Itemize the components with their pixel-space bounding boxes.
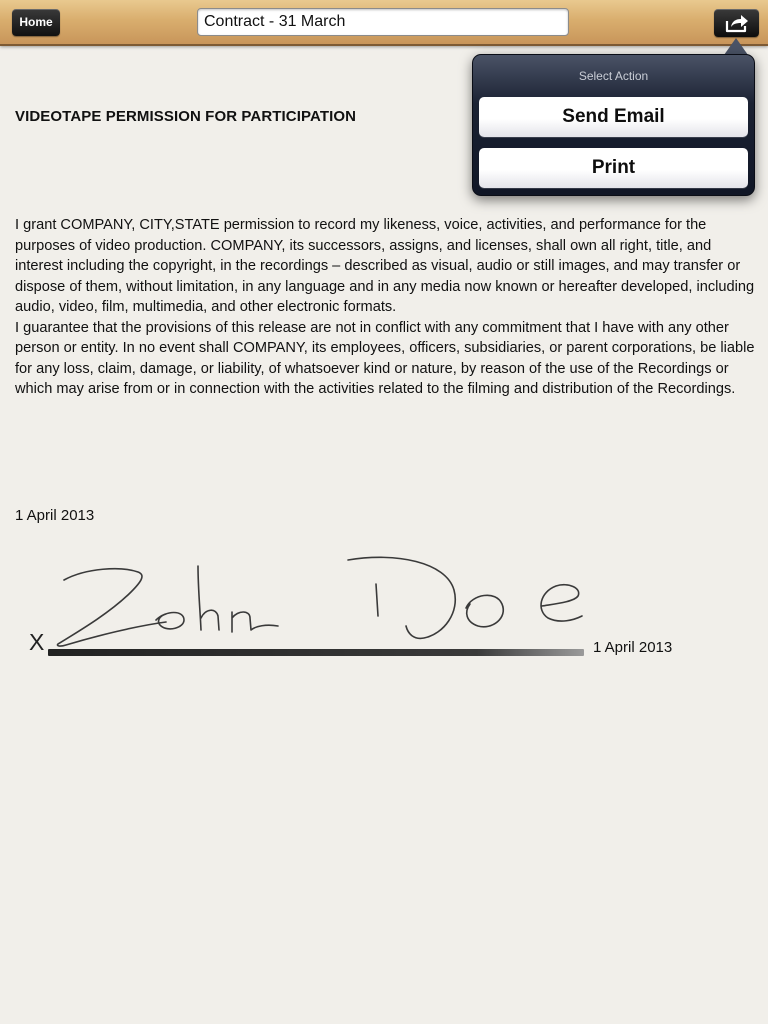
- signature-area[interactable]: [26, 548, 596, 668]
- document-body: [15, 215, 755, 400]
- signature-date: 1 April 2013: [593, 639, 673, 656]
- document-date: 1 April 2013: [15, 507, 95, 524]
- top-toolbar: [0, 0, 768, 46]
- home-button[interactable]: Home: [12, 9, 60, 36]
- document-title-input[interactable]: [197, 8, 569, 36]
- document-paragraph-2: I guarantee that the provisions of this release are not in conflict with any commitment that I have with any other person or entity. In no event shall COMPANY, its employees, officers, subsidiaries, or parent corporations, be liable for any loss, claim, damage, or liability, of whatsoever kind or nature, by reason of the use of the Recordings or which may arise from or in connection with the activities related to the filming and distribution of the Recordings.: [15, 319, 755, 397]
- share-icon: [725, 13, 749, 33]
- share-button[interactable]: [714, 9, 759, 37]
- document-paragraph-1: I grant COMPANY, CITY,STATE permission to record my likeness, voice, activities, and performance for the purposes of video production. COMPANY, its successors, assigns, and licenses, shall own all right, title, and interest including the copyright, in the recordings – described as visual, audio or still images, and may transfer or dispose of them, without limitation, in any language and in any media now known or hereafter developed, including audio, video, film, multimedia, and other electronic formats.: [15, 217, 755, 315]
- document-heading: VIDEOTAPE PERMISSION FOR PARTICIPATION: [15, 108, 357, 125]
- popover-title: Select Action: [578, 69, 649, 83]
- send-email-button[interactable]: Send Email: [479, 97, 748, 137]
- handwritten-signature: [26, 548, 596, 668]
- popover-arrow: [724, 38, 748, 55]
- print-button[interactable]: Print: [479, 148, 748, 188]
- signature-x-mark: X: [29, 629, 45, 655]
- select-action-popover: [472, 54, 755, 196]
